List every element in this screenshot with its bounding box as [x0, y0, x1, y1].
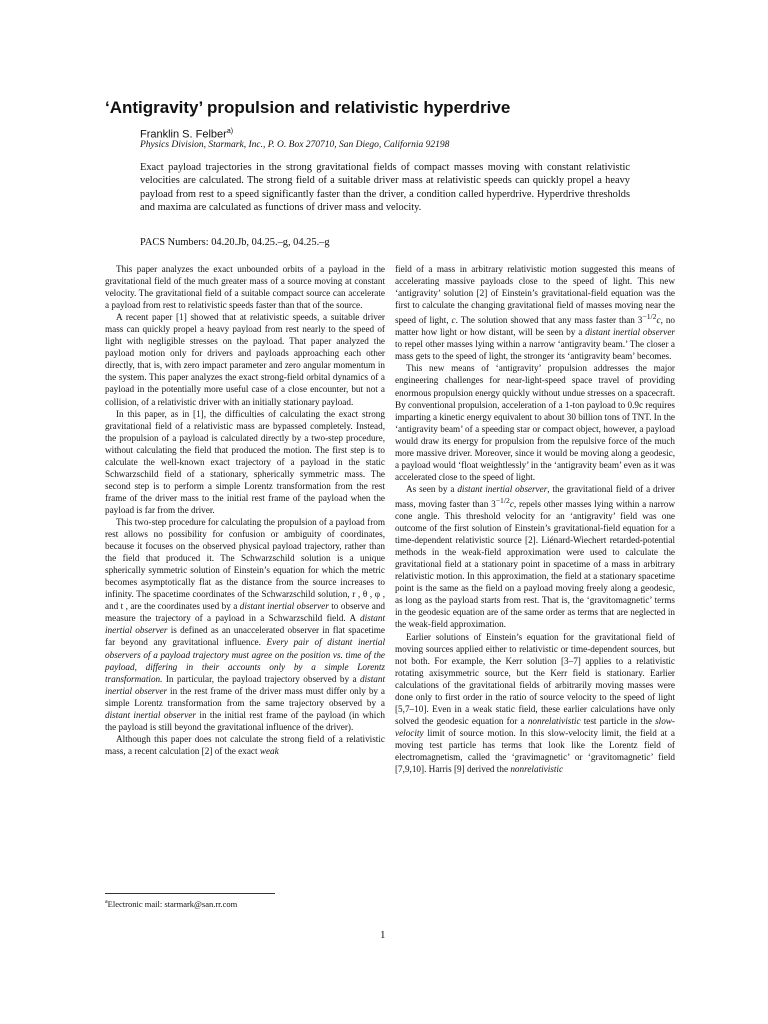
italic-term: distant inertial observer [457, 483, 548, 494]
paragraph [395, 263, 675, 362]
italic-sentence: Every pair of distant inertial observers of a payload trajectory must agree on the position vs. time of the payload, differing in their accounts only by a simple Lorentz transformation. [105, 637, 385, 684]
pacs-numbers: PACS Numbers: 04.20.Jb, 04.25.–g, 04.25.–g [140, 237, 330, 248]
italic-term: distant inertial observer [105, 709, 196, 720]
italic-term: nonrelativistic [527, 715, 581, 726]
footnote-mark: a [105, 899, 108, 905]
left-column [105, 263, 385, 757]
text-run: , the gravitational field of a driver mass, moving faster than 3 [395, 483, 675, 510]
exponent: −1/2 [495, 495, 510, 505]
paragraph [395, 483, 675, 631]
footnote-text: Electronic mail: starmark@san.rr.com [107, 898, 238, 909]
text-run: Although this paper does not calculate the strong field of a relativistic mass, a recent calculation [2] of the exact [105, 733, 385, 756]
text-run: to observe and measure the trajectory of a payload in a Schwarzschild field. A [105, 601, 386, 624]
italic-term: distant inertial observer [585, 327, 676, 338]
footnote-divider [105, 893, 275, 894]
text-run: In particular, the payload trajectory observed by a [165, 673, 357, 684]
italic-term: weak [259, 745, 279, 756]
abstract: Exact payload trajectories in the strong gravitational fields of compact masses moving with constant relativistic velocities are calculated. The strong field of a suitable driver mass at relativistic speeds can quickly propel a heavy payload from rest to a speed significantly faster than the driver, a condition called hyperdrive. Hyperdrive thresholds and maxima are calculated as functions of driver mass and velocity. [140, 162, 630, 213]
italic-term: distant inertial observer [239, 601, 329, 612]
symbol-c: c [451, 315, 456, 326]
symbol-c: c [509, 499, 514, 510]
paragraph: In this paper, as in [1], the difficulties of calculating the exact strong gravitational field of a relativistic mass are bypassed completely. Instead, the propulsion of a payload is calculated directly by a two-step procedure, without calculating the field that produced the motion. The first step is to calculate the well-known exact trajectory of a payload in the static Schwarzschild field of a stationary, spherically symmetric mass. The second step is to perform a simple Lorentz transformation from the rest frame of the driver mass to the initial rest frame of the payload when the payload is far from the driver. [105, 408, 385, 515]
author-name: Franklin S. Felber [140, 128, 227, 141]
text-run: is defined as an unaccelerated observer in flat spacetime far beyond any gravitational influence. [105, 625, 386, 648]
text-run: test particle in the [583, 715, 652, 726]
italic-term: distant inertial observer [105, 673, 386, 696]
text-run: limit of source motion. In this slow-velocity limit, the field at a moving test particle has terms that look like the Lorentz field of electromagnetism, called the ‘gravimagnetic’ or ‘gravitomagnetic’ field [7,9,10]. Harris [9] derived the [395, 727, 675, 775]
author-footnote-mark: a) [226, 128, 234, 135]
italic-term: distant inertial observer [105, 613, 385, 636]
text-run: Earlier solutions of Einstein’s equation for the gravitational field of moving sources applied either to relativistic or time-dependent sources, but not both. For example, the Kerr solution [3–7] applies to a relativistic rotating axisymmetric source, but the Kerr field is stationary. Earlier calculations of the gravitational fields of arbitrarily moving masses were done only to first order in the ratio of source velocity to the speed of light [5,7–10]. Even in a weak static field, these earlier calculations have only solved the geodesic equation for a [395, 631, 675, 726]
paragraph: This paper analyzes the exact unbounded orbits of a payload in the gravitational field of the much greater mass of a source moving at constant velocity. The gravitational field of a suitable compact source can accelerate a payload from rest to relativistic speeds faster than that of the source. [105, 264, 385, 311]
paragraph [105, 733, 385, 757]
italic-term: slow-velocity [395, 715, 675, 738]
text-run: As seen by a [406, 483, 455, 494]
text-run: field of a mass in arbitrary relativistic motion suggested this means of accelerating massive payloads close to the speed of light. This new ‘antigravity’ solution [2] of Einstein’s gravitational-field equation was the first to calculate the changing gravitational field of masses moving near the speed of light, [395, 264, 675, 326]
text-run: in the rest frame of the driver mass must differ only by a simple Lorentz transformation from the same trajectory observed by a [105, 685, 386, 708]
text-run: This two-step procedure for calculating the propulsion of a payload from rest allows no possibility for confusion or ambiguity of coordinates, because it focuses on the observed physical payload trajectory, rather than the field that produced it. The Schwarzschild solution is a unique spherically symmetric solution of Einstein’s equation for which the metric becomes asymptotically flat as the distance from the source increases to infinity. The spacetime coordinates of the Schwarzschild solution, r , θ , φ , and t , are the coordinates used by a [105, 516, 385, 612]
paragraph [395, 631, 675, 776]
text-run: in the initial rest frame of the payload (in which the payload is still beyond the gravitational influence of the driver). [105, 709, 385, 732]
paper-title: ‘Antigravity’ propulsion and relativistic hyperdrive [105, 98, 511, 117]
text-run: . The solution showed that any mass faster than 3 [455, 315, 643, 326]
affiliation: Physics Division, Starmark, Inc., P. O. Box 270710, San Diego, California 92198 [140, 140, 450, 150]
right-column [395, 263, 675, 775]
paragraph: A recent paper [1] showed that at relativistic speeds, a suitable driver mass can quickly propel a heavy payload from rest nearly to the speed of light with negligible stresses on the payload. That paper analyzed the payload motion only for drivers and payloads approaching each other directly, that is, with zero impact parameter and zero angular momentum in the system. This paper analyzes the exact strong-field orbital dynamics of a payload in the potentially more useful case of a close encounter, but not a collision, of a relativistic driver with an initially stationary payload. [105, 312, 385, 407]
footnote [105, 897, 237, 910]
text-run: , no matter how light or how distant, will be seen by a [395, 315, 676, 338]
paragraph: This new means of ‘antigravity’ propulsion addresses the major engineering challenges for near-light-speed space travel of providing enormous propulsion energy quickly without undue stresses on a spacecraft. By conventional propulsion, acceleration of a 1-ton payload to 0.9c requires imparting a kinetic energy equivalent to about 30 billion tons of TNT. In the ‘antigravity beam’ of a speeding star or compact object, however, a payload would draw its energy for propulsion from the repulsive force of the much more massive driver. Moreover, since it would be moving along a geodesic, a payload would ‘float weightlessly’ in the ‘antigravity beam’ even as it was accelerated close to the speed of light. [395, 363, 675, 482]
text-run: , repels other masses lying within a narrow cone angle. This threshold velocity for an ‘antigravity’ field was one outcome of the first solution of Einstein’s gravitational-field equation for a time-dependent relativistic source [2]. Liénard-Wiechert retarded-potential methods in the weak-field approximation were used to calculate the gravitational field at a stationary point in spacetime of a mass in arbitrary relativistic motion. In this approximation, the field at a stationary spacetime point is the same as the field on a payload moving freely along a geodesic, as long as the payload starts from rest. That is, the ‘gravitomagnetic’ terms in the geodesic equation are of the same order as terms that are neglected in the weak-field approximation. [395, 499, 675, 630]
text-run: to repel other masses lying within a narrow ‘antigravity beam.’ The closer a mass gets to the speed of light, the stronger its ‘antigravity beam’ becomes. [395, 339, 675, 362]
exponent: −1/2 [642, 312, 657, 322]
paragraph [105, 516, 385, 733]
italic-term: nonrelativistic [510, 764, 564, 775]
symbol-c: c [656, 315, 661, 326]
page-number: 1 [380, 929, 386, 941]
